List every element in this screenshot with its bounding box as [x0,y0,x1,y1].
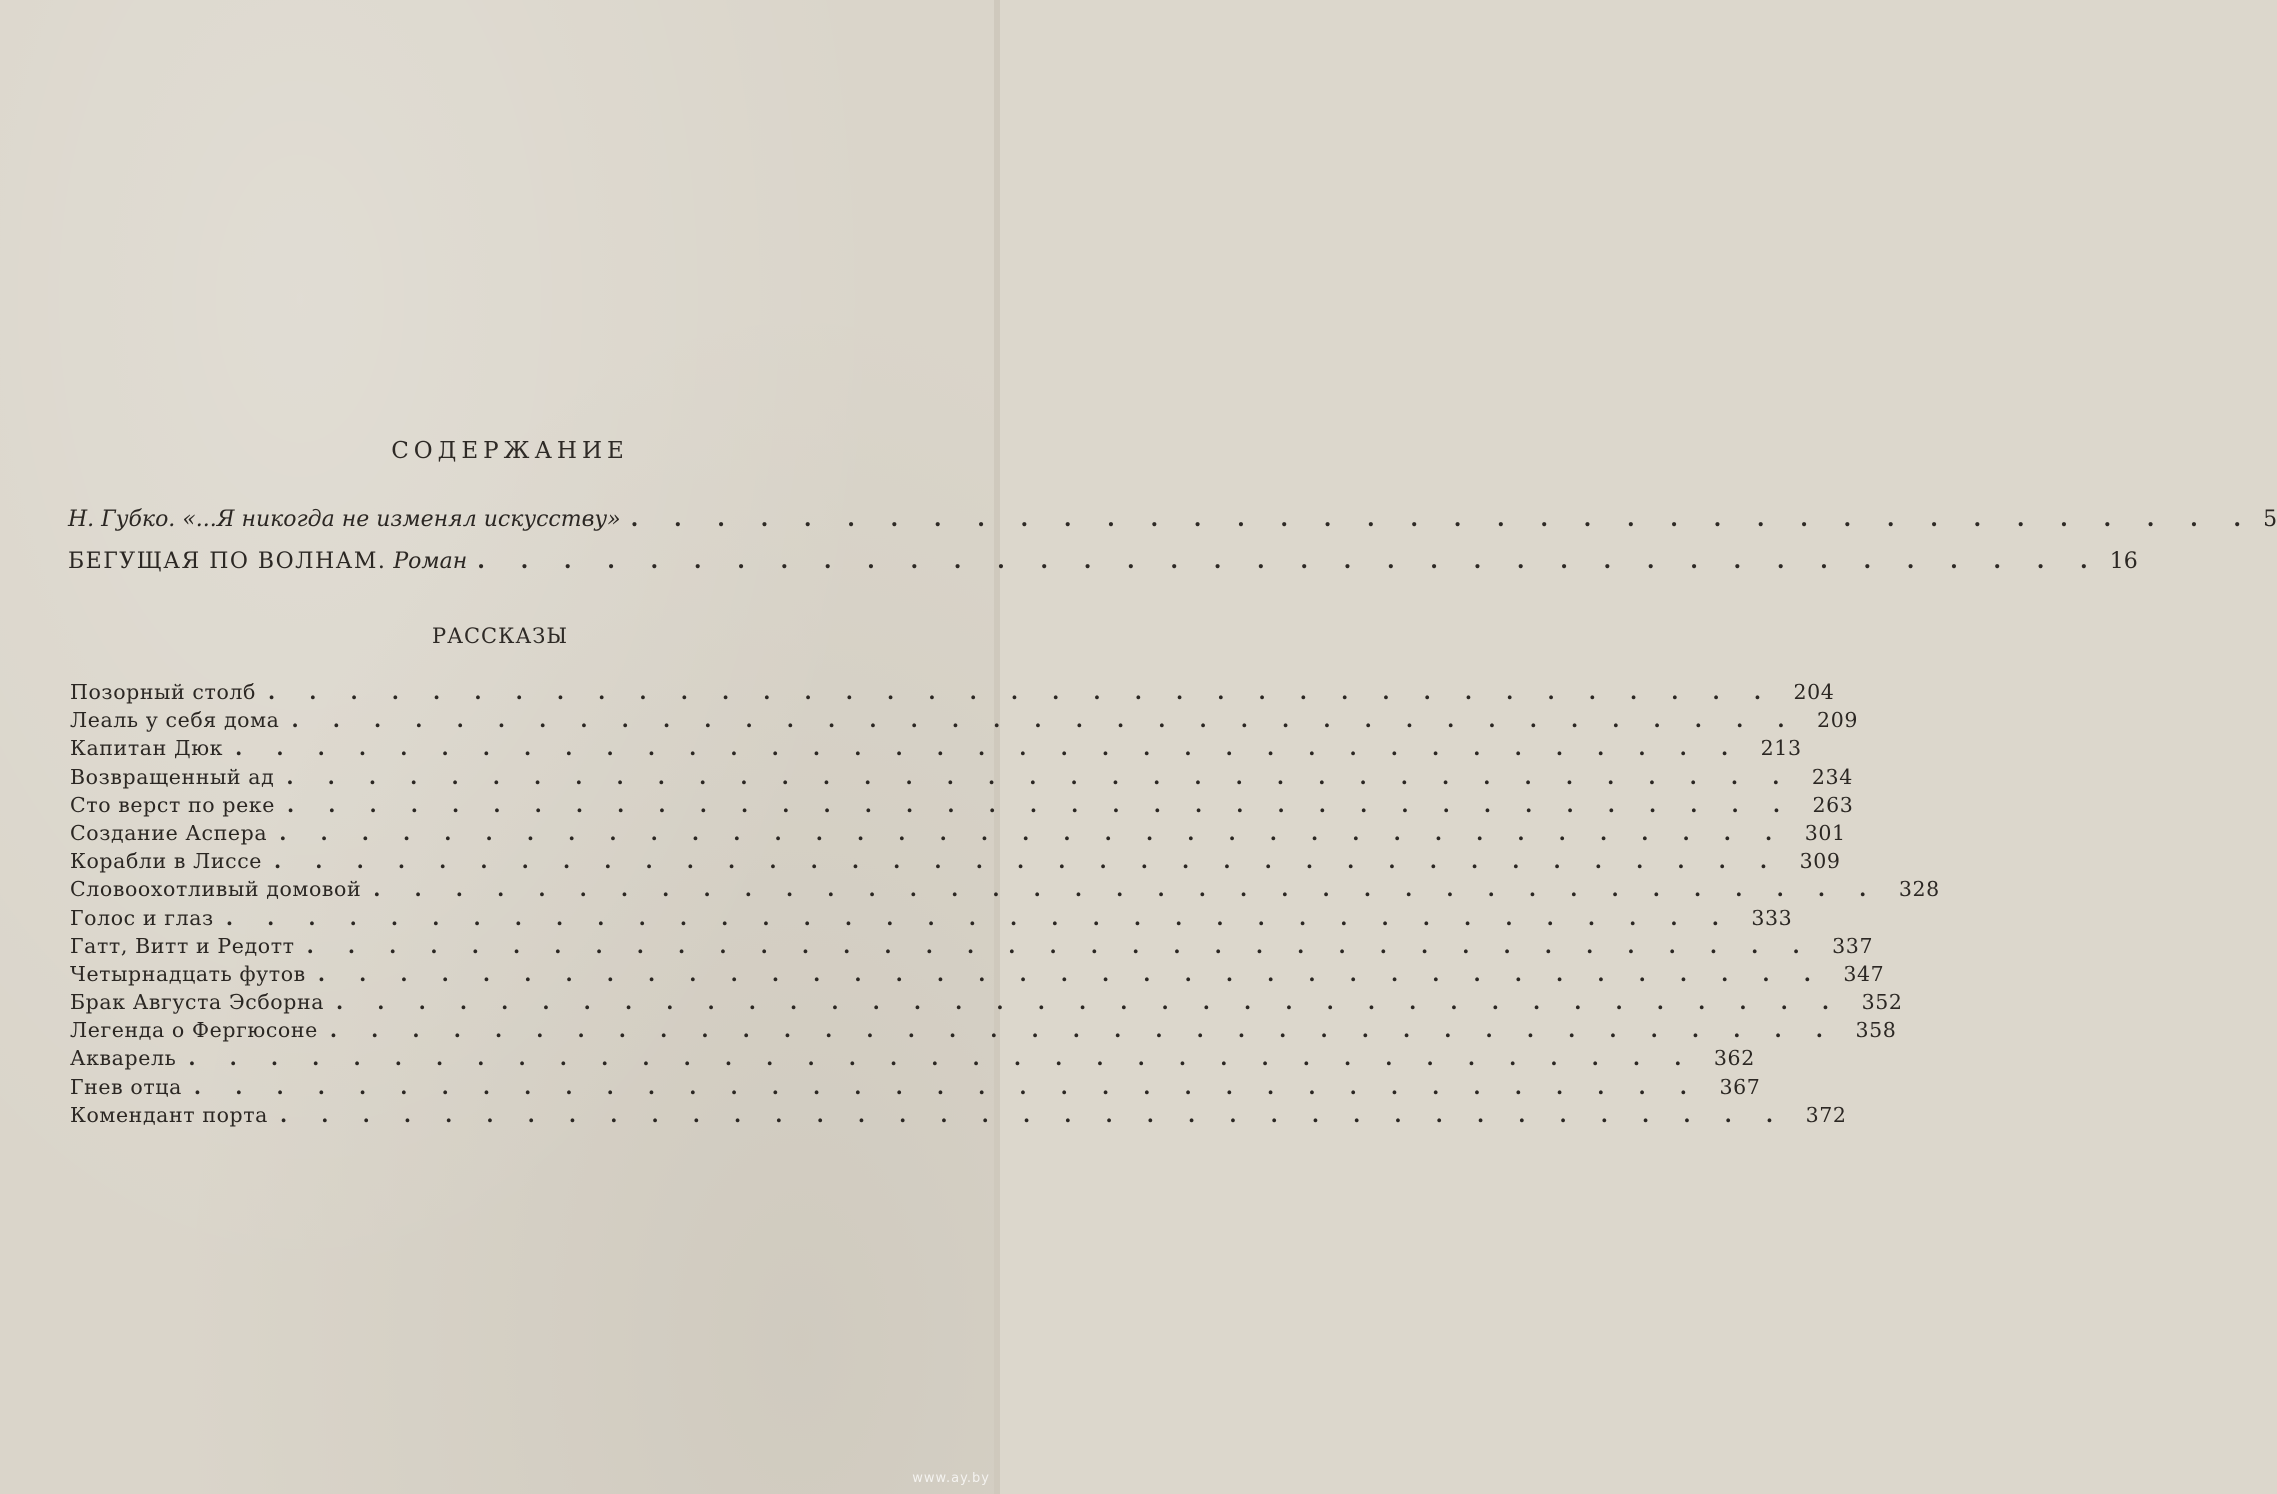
story-page: 337 [1832,933,1874,958]
story-title: Голос и глаз [70,905,214,930]
story-title: Позорный столб [70,680,256,704]
list-item [70,708,1858,736]
story-page: 309 [1799,849,1841,874]
dot-leader: . . . . . . . . . . . . . . . . . . . . . . . . . . . . . . . . . . . . . [193,1074,1701,1099]
list-item [70,736,1802,764]
list-item [70,1074,1761,1103]
dot-leader: . . . . . . . . . . . . . . . . . . . . . . . . . . . . . . . . . . . . . . [630,506,2256,532]
story-page: 352 [1861,990,1903,1015]
dot-leader: . . . . . . . . . . . . . . . . . . . . . . . . . . . . . . . . . . . . . [280,1102,1787,1127]
dot-leader: . . . . . . . . . . . . . . . . . . . . . . . . . . . . . . . . . . . . . [235,736,1742,761]
list-item [70,905,1793,934]
story-page: 234 [1811,764,1853,789]
intro-author: Н. Губко. [68,507,176,532]
dot-leader: . . . . . . . . . . . . . . . . . . . . . . . . . . . . . . . . . . . . . [317,961,1825,986]
list-item [70,680,1835,708]
dot-leader: . . . . . . . . . . . . . . . . . . . . . . . . . . . . . . . . . . . . . [274,849,1781,874]
story-title: Корабли в Лиссе [70,849,263,874]
dot-leader: . . . . . . . . . . . . . . . . . . . . . . . . . . . . . . . . . . . . . . [477,548,2102,574]
story-page: 367 [1719,1074,1761,1099]
story-title: Комендант порта [70,1102,269,1127]
toc-entry-title [68,549,467,574]
list-item [70,933,1874,962]
list-item [70,1102,1847,1131]
story-title: Создание Аспера [70,820,268,845]
story-title: Возвращенный ад [70,764,275,789]
dot-leader: . . . . . . . . . . . . . . . . . . . . . . . . . . . . . . . . . . . . . [286,764,1793,789]
dot-leader: . . . . . . . . . . . . . . . . . . . . . . . . . . . . . . . . . . . . . [225,905,1733,930]
novel-title: БЕГУЩАЯ ПО ВОЛНАМ. [68,549,387,574]
story-page: 213 [1760,736,1802,761]
dot-leader: . . . . . . . . . . . . . . . . . . . . . . . . . . . . . . . . . . . . . [267,680,1775,704]
story-title: Гнев отца [70,1074,182,1099]
toc-page-number: 16 [2109,549,2138,574]
list-item [70,877,1940,905]
story-page: 372 [1805,1102,1847,1127]
story-title: Брак Августа Эсборна [70,990,325,1015]
list-item [70,764,1853,793]
dot-leader: . . . . . . . . . . . . . . . . . . . . . . . . . . . . . . . . . . . . . [291,708,1798,733]
watermark: www.ay.by [912,1471,990,1486]
list-item [70,1046,1755,1074]
intro-title: «...Я никогда не изменял искусству» [182,507,621,532]
stories-list [70,680,1940,1131]
dot-leader: . . . . . . . . . . . . . . . . . . . . . . . . . . . . . . . . . . . . . [306,933,1814,958]
story-title: Капитан Дюк [70,736,224,761]
dot-leader: . . . . . . . . . . . . . . . . . . . . . . . . . . . . . . . . . . . . . [329,1018,1837,1043]
toc-entry-novel [68,548,2138,574]
section-heading-stories: РАССКАЗЫ [431,624,569,648]
story-title: Гатт, Витт и Редотт [70,933,295,958]
list-item [70,990,1903,1018]
novel-subtitle: Роман [393,549,468,574]
story-title: Акварель [70,1046,177,1071]
list-item [70,792,1854,821]
story-page: 209 [1817,708,1858,733]
toc-entry-intro [68,506,2277,532]
story-page: 358 [1855,1018,1897,1043]
story-page: 333 [1751,905,1793,930]
story-page: 263 [1812,792,1854,817]
contents-heading: СОДЕРЖАНИЕ [391,438,629,464]
dot-leader: . . . . . . . . . . . . . . . . . . . . . . . . . . . . . . . . . . . . . [373,877,1880,902]
story-page: 362 [1713,1046,1755,1071]
story-title: Словоохотливый домовой [70,877,362,902]
toc-page-number: 5 [2263,507,2277,532]
dot-leader: . . . . . . . . . . . . . . . . . . . . . . . . . . . . . . . . . . . . . [336,990,1843,1015]
toc-entry-title [68,507,621,532]
list-item [70,849,1841,877]
dot-leader: . . . . . . . . . . . . . . . . . . . . . . . . . . . . . . . . . . . . . [279,820,1786,845]
story-page: 328 [1898,877,1940,902]
dot-leader: . . . . . . . . . . . . . . . . . . . . . . . . . . . . . . . . . . . . . [188,1046,1695,1071]
story-title: Четырнадцать футов [70,961,306,986]
story-title: Сто верст по реке [70,792,275,817]
story-page: 347 [1843,961,1885,986]
story-page: 204 [1793,680,1835,704]
dot-leader: . . . . . . . . . . . . . . . . . . . . . . . . . . . . . . . . . . . . . [286,792,1794,817]
list-item [70,820,1846,849]
list-item [70,1018,1897,1046]
list-item [70,961,1885,990]
story-title: Легенда о Фергюсоне [70,1018,318,1043]
story-page: 301 [1804,820,1846,845]
story-title: Леаль у себя дома [70,708,280,733]
